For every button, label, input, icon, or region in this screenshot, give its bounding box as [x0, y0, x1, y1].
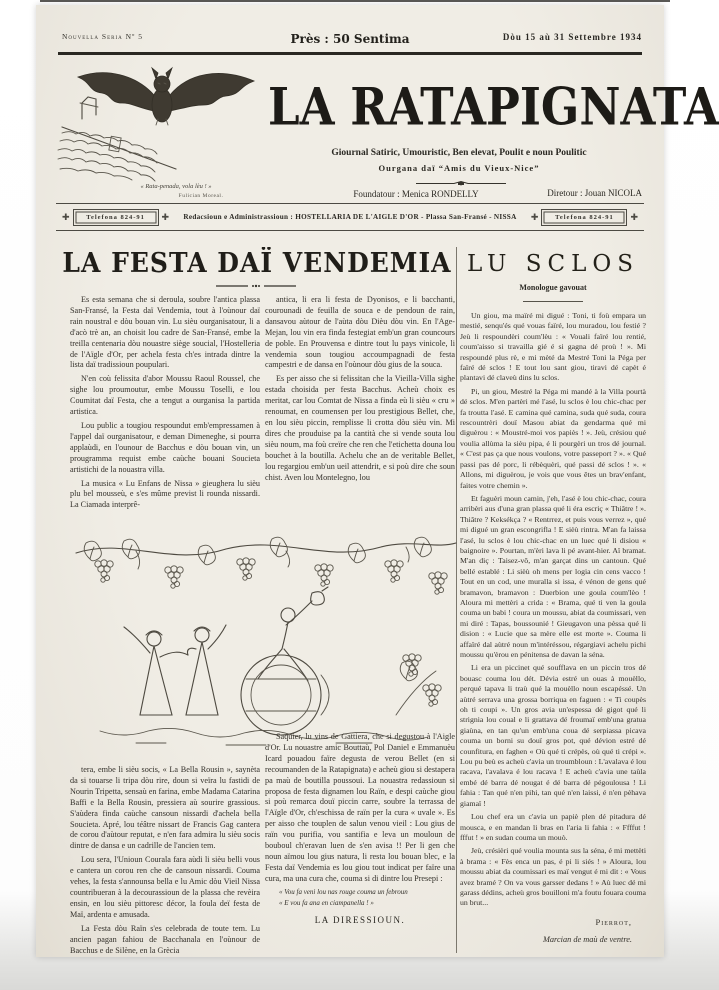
- newspaper-subtitle: Giournal Satiric, Umouristic, Ben elevat, Poulit e noun Poulitic: [331, 148, 587, 158]
- phone-box-right: [531, 209, 638, 226]
- scan-edge: [40, 0, 670, 2]
- paragraph: Jeù, crésièri qué voulia mounta sus la séna, é mi mettèti à brama : « Fès enca un pas, é pi li siés ! » Aloura, lou moussu abiat da coumissari es maï vengut é mi dit : « Vous avez bramé ? On va vous garsser dedans ! » Aù luec dé mi garass dédins, acheù gros bouilloni m'a foutu fouara couma un brut...: [460, 846, 646, 908]
- issue-date: Dòu 15 aù 31 Settembre 1934: [502, 32, 642, 42]
- article-divider-ornament-icon: [216, 283, 296, 289]
- festa-signature: LA DIRESSIOUN.: [314, 914, 406, 925]
- paragraph: Es esta semana che si deroula, soubre l'antica plassa San-Fransé, la Festa daï Vendemia, tout à l'oùnour daï rain noustral e dòu bouan vin. Lu sièu ourganisatour, li a d'acò trè an, an choisit lou cadre de San-Fransé, embe la treilla centenaria dòu nouastre siège soucial, l'Hostelleria de l'Aïgle d'Or, per achela festa ch'es intrada dintre la lista daï tradissioun poupulari.: [70, 295, 260, 370]
- paragraph: Pi, un giou, Mestré la Péga mi mandé à la Villa pourtà dé sclos. M'en partèri mé l'asé, lu sclos è lou chic-chac per fa troutta l'asé. E camina qué camina, suda qué suda, coura rescountrèri douï Masou abiat da gendarma qué mi diguèrou : « Moustré-moi vos papiès ! ». Jeù, crésiou qué voulia allùma la sièu pipa, é li pourgèri un tros dé journal. « C'est pas ça que nous voulons, votre passeport ? ». « Qué passi pas dé porc, li rébèquèri, qué passi dé sclos ! ». « Allons, mi diguèrou, je vois que vous êtes un brav'enfant, faites votre chemin ».: [460, 386, 646, 490]
- sclos-signature-role: Marcian de maù de ventre.: [542, 935, 632, 945]
- paragraph: antica, li era li festa de Dyonisos, e li bacchanti, courounadi de feuilla de souca e de pendoun de rain, dansavou aùtour de l'aùta dòu Dièu dòu vin. En l'Age-Mejan, lou vin era finda festegiat emb'un gran councours de poble. En Prouvensa e dintre tout lu pays vinicole, li vendemia soun tougiou accoumpagnadi de festa campestri e de dansa en l'oùnour dòu gius de la souca.: [265, 295, 455, 370]
- series-number: Nouvella Seria Nº 5: [62, 32, 143, 41]
- festa-column-2: [265, 295, 455, 531]
- sclos-subtitle: Monologue gavouat: [519, 283, 587, 292]
- bat-artist-credit: Fulician Moreal.: [178, 193, 224, 199]
- newspaper-title: LA RATAPIGNATA: [268, 76, 719, 138]
- verse-quote-line: « E vou fa ana en ciampanella ! »: [279, 899, 374, 908]
- cross-ornament-icon: ✚: [530, 211, 539, 222]
- paragraph: Et faguèri moun camin, j'eh, l'asé è lou chic-chac, coura arribèri aus d'una gran plassa qué li éra escriç « Thiâtre ! ». Thiâtre ? Keksékça ? « Rentrrez, et puis vous verrez », qué mi digué un gran escongrifla ! E sièù rintra. M'an fa laissa l'asé, lu sclos è lou chic-chac en un luec qué li disiou « baignoire ». Pourtan, m'èri lava li pé avant-hier. Aï bramat. M'an diç : Taisez-vô, m'an garçat dins un cantoun. Qué bellé establé : Li sièù oh mens per logia cin cens vacco ! Tout en un cod, une muralla si issa, é vénon de gens qué bramavon, bramavon : Duerbion une goula coum'lèo ! Aloura mi mettèri a crida : « Brama, qué ti ven la goula couma un babi ! coura un moussu, abiat da coumissari, ven mi diré : Tapas, boussounié ! Gieugavon una pèssa qué li dision : « Lucie que sa mère elle est morte ». Couma li affaïré dal aùtré noun m'intéréssou, régargiavi achelu pichi moussu qu'èrou en pénitensa de davan la séna.: [460, 493, 646, 659]
- phone-box-left: [62, 209, 169, 226]
- paragraph: N'en coù felissita d'abor Moussu Raoul Roussel, che sighe lou proumoutur, embe Moussu Toselli, e lou Coumitat daï Festa, che a tengut a ourganisa la partida artistica.: [70, 374, 260, 417]
- paragraph: La Festa dòu Raïn s'es celebrada de toute tem. Lu ancien pagan fahiou de Bacchanala en l'oùnour de Bacchus e de Silène, en la Grècia: [70, 923, 260, 955]
- sclos-signature-name: Pierrot,: [595, 916, 632, 927]
- masthead-divider-ornament-icon: [416, 181, 506, 186]
- founder-line: Foundatour : Menica RONDELLY: [353, 189, 479, 199]
- festa-bottom-column-2: [265, 732, 455, 925]
- vendemia-festival-illustration: [76, 529, 456, 761]
- festa-bottom-column-1: [70, 765, 260, 955]
- column-divider: [456, 247, 457, 953]
- newspaper-organ-line: Ourgana daï “Amis du Vieux-Nice”: [378, 163, 540, 173]
- paragraph: tera, embe li sièu socis, « La Bella Rousin », saynèta da si touarse li tripa dòu rire, doun si veïra lu fastidi de Nourin Tripetta, sensaù en farina, embe Madama Catarina Baffi e la Bella Rousin, pressiera aù sourire grassious. S'aùdera finda caùche cansoun nissardi d'achela bella Soucieta. Apré, lou téâtre nissart de Francis Gag cantera de corou d'aùtour reputat, e n'en fara admira lu sièu socis dintre de dansa e un cadrille de l'ancien tem.: [70, 765, 260, 851]
- paragraph: Saquier, lu vins de Gattiera, che si degustou à l'Aigle d'Or. Lu nouastre amic Bouttaù, Pol Daniel e Emmanuèu Icard pouadou faïre degusta de verou Bellet (en si recoumanden de la Ratapignata) e acheù giou si destapera pa maù de boutilla poussoui. La nouastra redassioun si proposa de festa dignamen lou Raïn, e despi caùche giou si poù remarca douï piccin carre, soubre la terrassa de l'Aïgle d'Or, ch'eschissa de raïn per la cura « uvale ». Es per aisso che touplen de salun venou vieil : Lou gius de raïn vou purifia, vou santifia e leva un mouloun de bouboul ch'eravan luen de s'en avisa !! Per li gen che noun aïmou lou gius natura, li resta lou bouan blec, e la Festa daï Vendemia es lou giou tout indicat per faïre una cura, ma una cura che, couma si di dintre lou Presepi :: [265, 732, 455, 883]
- telephone-right: Telefona 824-91: [541, 209, 627, 226]
- article-title-sclos: LU SCLOS: [467, 251, 639, 277]
- sclos-body: [460, 311, 646, 953]
- cross-ornament-icon: ✚: [161, 211, 170, 222]
- cross-ornament-icon: ✚: [630, 211, 638, 222]
- newspaper-page: [36, 5, 719, 957]
- paragraph: Li era un piccinet qué soufflava en un piccin tros dé bouasc couma lou dét. Dévia estré un ouas à mouèllo, perqué tapava li traù qué la mouèllo noun escapéssé. Un aùtré serrava una grossa borriqua en faguen : « Ti coupès oh ti coupi ». Un gros avia un'espessa dé gigot qué li strignia lou coual e li grattava dé froumaï emb'una gratua giaùna, en tan qu'un emb'una coua dé serpiassa picava couma un borni su douï gros pot, qué dévion estré dé counfitura, en faghen « Où qué ti crépès, où qué ti crépi ». Lou pu beù es acheù c'avia un troumbloun : L'avalava é lou racava, l'avalava é lou racava ! E acheù c'avia une taùla embé dé barra dé nougat é dé barra dé pégoulousa ! Li fahia : Tan qué n'en pihi, tan qué n'en laissi, é n'en pèhava giamaï !: [460, 663, 646, 808]
- header-rule: [58, 52, 642, 55]
- address-line: Redacsioun e Administrassioun : HOSTELLARIA DE L'AIGLE D'OR - Plassa San-Fransé - NISSA: [183, 213, 517, 221]
- festa-column-1: [70, 295, 260, 531]
- director-line: Diretour : Jouan NICOLA: [547, 188, 642, 198]
- paragraph: Lou public a tougiou respoundut emb'empressamen à l'appel daï ourganisatour, e deman Dimeneghe, si pourra applaùdi, en l'ounour de Bacchus e dòu bouan vin, un prougramma requist embe caùche bouani Soucieta artistichi de la nouastra villa.: [70, 420, 260, 474]
- paragraph: La musica « Lu Enfans de Nissa » gieughera lu sièu plu bel mousseù, e s'es mûme previst li rounda nissardi. La Ciamada interprê-: [70, 478, 260, 510]
- paragraph: Un giou, ma maïré mi digué : Toni, ti foù empara un mestié, senqu'és qué vouas faïré, lou muradou, lou festié ? Jeù li respoundèri coum'lèu : « Vouali faïré lou rentié, coum'aisso si travailla gié é si gagna dé proù ! ». Mi respoundé plus rè, e mi mèté da Mestré Toni la Péga per faïré dé sclos ! E tout lou sant giou, tiravi dé capèt é plantavi dé claveù dins lu sclos.: [460, 311, 646, 383]
- bat-rooftop-illustration-icon: [58, 61, 266, 183]
- cross-ornament-icon: ✚: [62, 211, 70, 222]
- price: Près : 50 Sentima: [290, 32, 410, 46]
- paragraph: Es per aisso che si felissitan che la Vieilla-Villa sighe estada choisida per festa Bacchus. Acheù choix es meritat, car lou Comtat de Nissa a finda eù li sièu « cru » renoumat, en coumensen per lou prestigious Bellet, che, en lou sièu piccin, remplisse li crotta dòu sièu vin. Mi dires che prouduise pa la cantità che si vende souta lou sièu noum, ma foù creïre che ren che l'etichetta douna lou bouchet à la boutilla. Achelu che an de veritable Bellet, lou regargiou emb'un ueil attendrit, e si poù dire che soun chist. Aven lou Montelegno, lou: [265, 374, 455, 482]
- info-bar: [56, 203, 644, 231]
- telephone-left: Telefona 824-91: [73, 209, 159, 226]
- article-title-festa: LA FESTA DAÏ VENDEMIA: [62, 247, 452, 279]
- paragraph: Lou sera, l'Unioun Courala fara aùdi li sièu belli vous e cantera un corou ren che de cansoun nissardi. Couma vehes, la festa s'announsa bella e lu Amic dòu Vieil Nissa countribueran à la decourassioun de la plassa che revèira ensin, en lou sièu pittoresc décor, la foula deï festa de Maï, ardenta e amusada.: [70, 855, 260, 919]
- sclos-divider: [523, 301, 583, 302]
- bat-caption: « Rata-penada, vola lèu ! »: [140, 183, 212, 190]
- verse-quote-line: « Vou fa veni lou nas rouge couma un febroun: [279, 887, 408, 896]
- paragraph: Lou chef era un c'avia un papiè plen dé pitadura dé mousca, e en mandan li bras en l'aria li fahia : « Ffffut ! fffut ! » en sudan couma un mouò.: [460, 812, 646, 842]
